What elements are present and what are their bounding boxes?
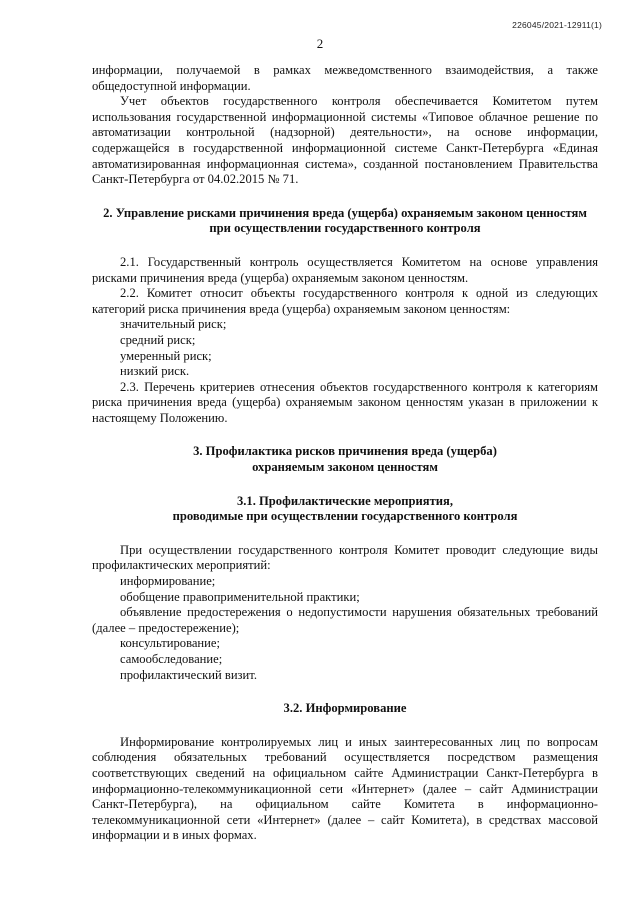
page-number: 2 xyxy=(316,36,324,51)
paragraph-2-1: 2.1. Государственный контроль осуществляется Комитетом на основе управления рисками причинения вреда (ущерба) охраняемым законом ценностям. xyxy=(92,254,598,285)
list-item-prevention: самообследование; xyxy=(120,652,223,666)
paragraph-3-1: При осуществлении государственного контроля Комитет проводит следующие виды профилактических мероприятий: xyxy=(92,542,598,573)
section-2-heading-line2: при осуществлении государственного контроля xyxy=(209,221,481,236)
list-item-prevention: консультирование; xyxy=(120,636,221,651)
list-item-prevention: профилактический визит. xyxy=(120,667,257,682)
section-3-heading-line2: охраняемым законом ценностям xyxy=(252,460,438,475)
section-3-1-heading-line2: проводимые при осуществлении государственного контроля xyxy=(172,509,518,524)
list-item-prevention: объявление предостережения о недопустимости нарушения обязательных требований (далее – предостережение); xyxy=(92,605,598,635)
section-2-heading-line1: 2. Управление рисками причинения вреда (ущерба) охраняемым законом ценностям xyxy=(103,205,587,220)
list-item-risk: умеренный риск; xyxy=(120,348,212,363)
paragraph-continuation: информации, получаемой в рамках межведомственного взаимодействия, а также общедоступной информации. xyxy=(92,63,598,93)
list-item-risk: низкий риск. xyxy=(120,364,190,379)
list-item-risk: значительный риск; xyxy=(120,317,227,332)
list-item-prevention: информирование; xyxy=(120,574,216,589)
section-3-1-heading-line1: 3.1. Профилактические мероприятия, xyxy=(236,493,454,508)
document-body xyxy=(92,63,598,844)
document-number: 226045/2021-12911(1) xyxy=(512,20,602,30)
section-3-2-heading: 3.2. Информирование xyxy=(283,701,407,716)
paragraph-3-2: Информирование контролируемых лиц и иных заинтересованных лиц по вопросам соблюдения обязательных требований осуществляется посредством размещения соответствующих сведений на официальном сайте Администрации Санкт-Петербурга в информационно-телекоммуникационной сети «Интернет» (далее – сайт Администрации Санкт-Петербурга), на официальном сайте Комитета в информационно-телекоммуникационной сети «Интернет» (далее – сайт Комитета), в средствах массовой информации и в иных формах. xyxy=(92,734,598,843)
paragraph-accounting: Учет объектов государственного контроля обеспечивается Комитетом путем использования государственной информационной системы «Типовое облачное решение по автоматизации контрольной (надзорной) деятельности», на основе информации, содержащейся в государственной информационной системе Санкт-Петербурга «Единая автоматизированная информационная система», созданной постановлением Правительства Санкт-Петербурга от 04.02.2015 № 71. xyxy=(92,94,598,187)
list-item-prevention: обобщение правоприменительной практики; xyxy=(120,589,360,604)
section-3-heading-line1: 3. Профилактика рисков причинения вреда (ущерба) xyxy=(193,444,497,459)
paragraph-2-2: 2.2. Комитет относит объекты государственного контроля к одной из следующих категорий риска причинения вреда (ущерба) охраняемым законом ценностям: xyxy=(92,286,598,316)
paragraph-2-3: 2.3. Перечень критериев отнесения объектов государственного контроля к категориям риска причинения вреда (ущерба) охраняемым законом ценностям указан в приложении к настоящему Положению. xyxy=(92,379,598,425)
list-item-risk: средний риск; xyxy=(120,332,196,347)
